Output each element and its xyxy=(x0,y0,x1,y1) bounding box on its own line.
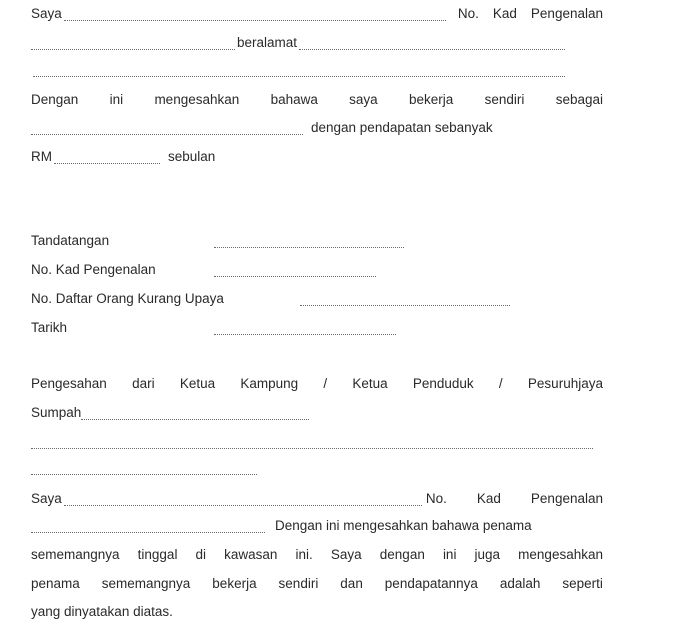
rm-label: RM xyxy=(31,149,52,164)
pengesahan-line xyxy=(31,374,603,394)
income-line xyxy=(31,147,603,167)
word: bahawa xyxy=(270,92,318,107)
word: sememangnya xyxy=(101,576,191,591)
ic-address-line xyxy=(31,33,603,53)
occupation-field[interactable] xyxy=(31,121,303,135)
income-field[interactable] xyxy=(54,150,160,164)
word: Kampung xyxy=(240,376,299,391)
kad-label: Kad xyxy=(492,6,517,21)
verifier-name-line xyxy=(31,489,603,509)
oku-field[interactable] xyxy=(300,291,510,306)
sumpah-line xyxy=(31,403,603,423)
word: / xyxy=(323,376,328,391)
verifier-field-1[interactable] xyxy=(81,406,309,420)
word: sendiri xyxy=(484,92,525,107)
word: tinggal xyxy=(137,547,178,562)
word: seperti xyxy=(562,576,603,591)
address-line-2 xyxy=(31,60,603,80)
verifier-line-2 xyxy=(31,432,603,452)
no-label: No. xyxy=(457,6,479,21)
saya-label: Saya xyxy=(31,6,62,21)
date-field[interactable] xyxy=(214,320,396,335)
word: Penduduk xyxy=(412,376,474,391)
word: sememangnya xyxy=(31,547,120,562)
word: ini xyxy=(109,92,124,107)
ic-number-field[interactable] xyxy=(31,36,235,50)
word: juga xyxy=(474,547,501,562)
word: Dengan xyxy=(31,92,79,107)
declaration-line xyxy=(31,90,603,110)
tandatangan-label: Tandatangan xyxy=(31,233,110,248)
confirmation-line-3 xyxy=(31,545,603,565)
occupation-line xyxy=(31,118,603,138)
applicant-name-line xyxy=(31,4,603,24)
word: pendapatannya xyxy=(384,576,478,591)
verifier-name-field[interactable] xyxy=(64,492,422,506)
word: / xyxy=(498,376,503,391)
word: mengesahkan xyxy=(154,92,240,107)
sumpah-label: Sumpah xyxy=(31,405,82,420)
ic-label: No. Kad Pengenalan xyxy=(31,262,156,277)
oku-label: No. Daftar Orang Kurang Upaya xyxy=(31,291,224,306)
word: Saya xyxy=(330,547,362,562)
saya-label-2: Saya xyxy=(31,491,62,506)
word: kawasan xyxy=(224,547,278,562)
word: sebagai xyxy=(555,92,603,107)
address-field-1[interactable] xyxy=(299,36,565,50)
sebulan-label: sebulan xyxy=(168,149,216,164)
confirmation-end-text: yang dinyatakan diatas. xyxy=(31,604,173,619)
word: saya xyxy=(349,92,378,107)
ic-field[interactable] xyxy=(214,262,376,277)
beralamat-label: beralamat xyxy=(237,35,298,50)
word: di xyxy=(195,547,207,562)
confirmation-text: Dengan ini mengesahkan bahawa penama xyxy=(275,518,532,533)
word: bekerja xyxy=(212,576,257,591)
word: adalah xyxy=(499,576,541,591)
verifier-line-3 xyxy=(31,458,603,478)
word: sendiri xyxy=(278,576,319,591)
word: Pesuruhjaya xyxy=(527,376,603,391)
no-label-2: No. xyxy=(425,491,447,506)
verifier-ic-field[interactable] xyxy=(31,519,265,533)
word: Pengesahan xyxy=(31,376,107,391)
verifier-field-2[interactable] xyxy=(31,435,593,449)
kad-label-2: Kad xyxy=(476,491,501,506)
pengenalan-label: Pengenalan xyxy=(530,6,603,21)
tarikh-label: Tarikh xyxy=(31,320,68,335)
word: Ketua xyxy=(352,376,388,391)
address-field-2[interactable] xyxy=(33,63,565,77)
word: ini xyxy=(442,547,457,562)
word: dari xyxy=(132,376,155,391)
pendapatan-text: dengan pendapatan sebanyak xyxy=(311,120,493,135)
verifier-field-3[interactable] xyxy=(31,461,257,475)
word: penama xyxy=(31,576,80,591)
confirmation-line-5 xyxy=(31,602,603,622)
confirmation-line-4 xyxy=(31,574,603,594)
word: mengesahkan xyxy=(518,547,603,562)
verifier-ic-line xyxy=(31,516,603,536)
signature-field[interactable] xyxy=(214,233,404,248)
pengenalan-label-2: Pengenalan xyxy=(530,491,603,506)
applicant-name-field[interactable] xyxy=(64,7,446,21)
word: dan xyxy=(340,576,363,591)
word: bekerja xyxy=(409,92,454,107)
word: dengan xyxy=(379,547,425,562)
word: Ketua xyxy=(179,376,216,391)
word: ini. xyxy=(295,547,313,562)
